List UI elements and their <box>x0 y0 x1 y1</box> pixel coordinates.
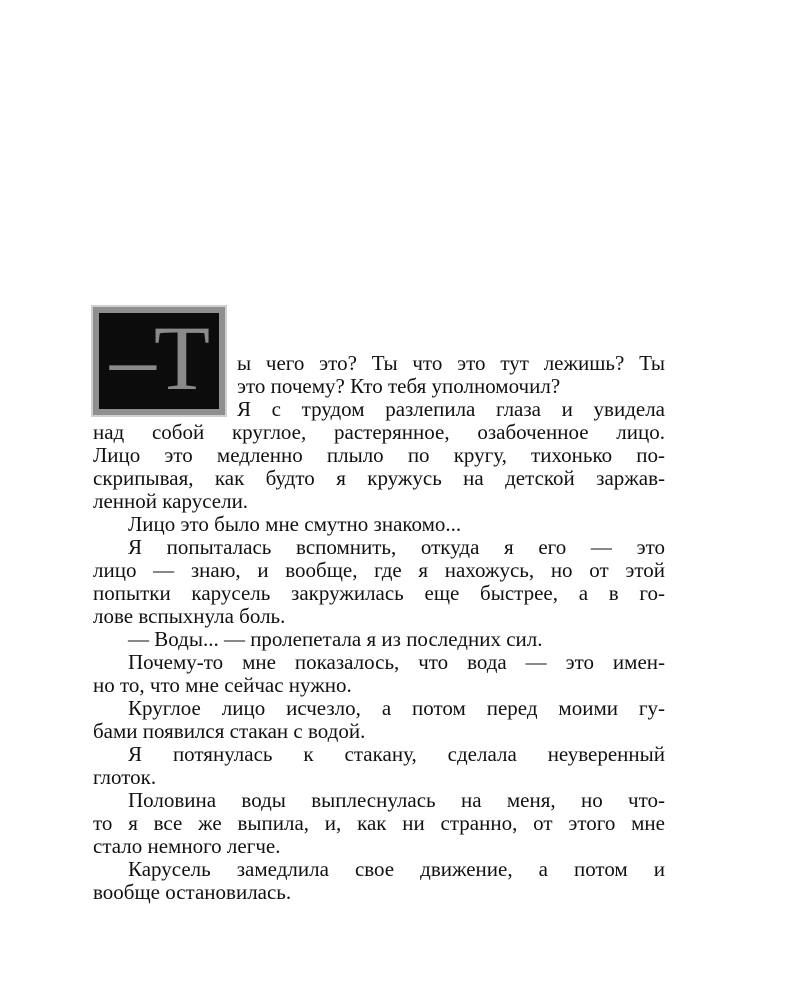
text-line: Я попыталась вспомнить, откуда я его — это <box>128 535 665 559</box>
text-line: Круглое лицо исчезло, а потом перед моими гу- <box>128 696 665 720</box>
text-line: Половина воды выплеснулась на меня, но что- <box>128 788 665 812</box>
text-line: то я все же выпила, и, как ни странно, от этого мне <box>93 811 665 835</box>
text-line: скрипывая, как будто я кружусь на детской заржав- <box>93 466 665 490</box>
text-line: ленной карусели. <box>93 489 249 513</box>
text-line: — Воды... — пролепетала я из последних сил. <box>128 627 543 651</box>
text-line: лове вспыхнула боль. <box>93 604 286 628</box>
text-line: Почему-то мне показалось, что вода — это имен- <box>128 650 665 674</box>
text-line: бами появился стакан с водой. <box>93 719 366 743</box>
text-line: стало немного легче. <box>93 834 281 858</box>
text-line: но то, что мне сейчас нужно. <box>93 673 352 697</box>
text-line: Я с трудом разлепила глаза и увидела <box>237 397 665 421</box>
drop-cap-letter: –Т <box>109 307 209 409</box>
text-line: Лицо это медленно плыло по кругу, тихонько по- <box>93 443 665 467</box>
text-line: это почему? Кто тебя уполномочил? <box>237 374 561 398</box>
text-line: Лицо это было мне смутно знакомо... <box>128 512 462 536</box>
drop-cap <box>93 307 225 415</box>
text-line: лицо — знаю, и вообще, где я нахожусь, но от этой <box>93 558 665 582</box>
text-line: глоток. <box>93 765 157 789</box>
text-line: Карусель замедлила свое движение, а потом и <box>128 857 665 881</box>
text-line: ы чего это? Ты что это тут лежишь? Ты <box>237 351 665 375</box>
text-line: над собой круглое, растерянное, озабоченное лицо. <box>93 420 665 444</box>
text-line: Я потянулась к стакану, сделала неуверенный <box>128 742 665 766</box>
text-line: вообще остановилась. <box>93 880 292 904</box>
text-line: попытки карусель закружилась еще быстрее, а в го- <box>93 581 665 605</box>
